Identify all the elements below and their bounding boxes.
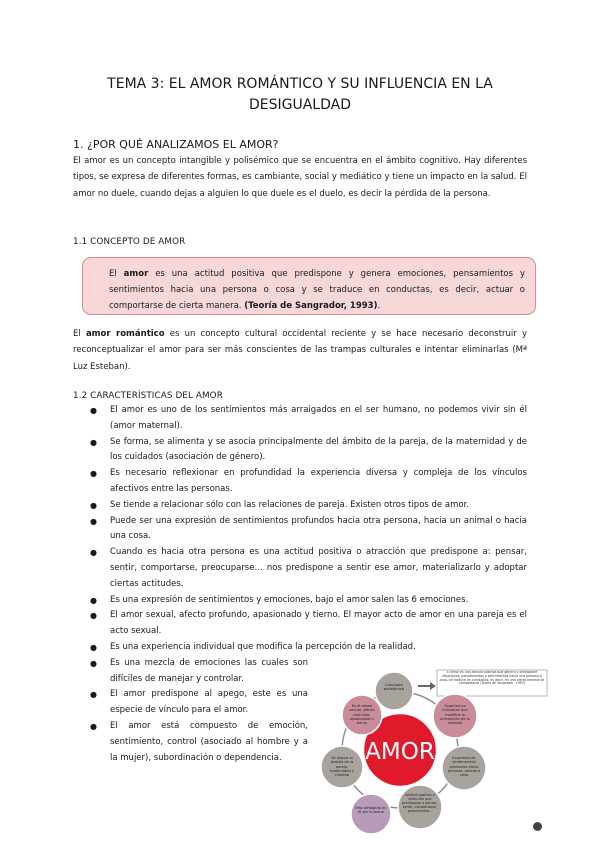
list-item: ● El amor es uno de los sentimientos más arraigados en el ser humano, no podemos vivir sin él (amor maternal). bbox=[90, 405, 527, 431]
bullet-icon: ● bbox=[90, 611, 97, 621]
bullet-icon: ● bbox=[90, 690, 97, 700]
subheading-concepto-de-amor: 1.1 CONCEPTO DE AMOR bbox=[73, 237, 186, 247]
list-item: ● Se forma, se alimenta y se asocia principalmente del ámbito de la pareja, de la maternidad y de los cuidados (asociación de género). bbox=[90, 436, 527, 463]
list-item: ● Es una experiencia individual que modifica la percepción de la realidad. bbox=[90, 640, 527, 656]
diagram-node-experiencia: Experiencia individual que modifica la percepción de la realidad bbox=[433, 694, 477, 738]
romantic-keyword: amor romántico bbox=[85, 329, 165, 339]
list-item: ● Se tiende a relacionar sólo con las relaciones de pareja. Existen otros tipos de amor. bbox=[90, 498, 527, 514]
amor-concept-diagram bbox=[300, 666, 550, 841]
definition-text bbox=[109, 267, 525, 314]
definition-pre: El bbox=[109, 269, 124, 279]
bullet-icon: ● bbox=[90, 437, 97, 447]
bullet-icon: ● bbox=[90, 469, 97, 479]
diagram-node-polisemico: Concepto polisémico bbox=[375, 672, 413, 710]
diagram-note: El amor es una actitud positiva que genera y predispone emociones, pensamientos y sentimientos hacia una persona o cosa, se traduce en conductas, es decir, en una cierta manera de comportarse (Teoría de Sangrador, 1993) bbox=[439, 671, 545, 686]
list-item: ● El amor predispone al apego, este es una especie de vínculo para el amor. bbox=[90, 689, 308, 716]
arrow-icon bbox=[418, 682, 436, 690]
subheading-caracteristicas: 1.2 CARACTERÍSTICAS DEL AMOR bbox=[73, 391, 223, 401]
diagram-node-arraigado: Más arraigado en el ser humano bbox=[351, 794, 391, 834]
definition-end: . bbox=[377, 300, 381, 311]
bullet-icon: ● bbox=[90, 658, 97, 668]
diagram-center-label: AMOR bbox=[365, 739, 435, 765]
diagram-svg bbox=[300, 666, 550, 841]
definition-callout bbox=[82, 257, 536, 315]
definition-keyword: amor bbox=[123, 269, 149, 279]
diagram-node-pareja: Se asocia al ámbito de la pareja, maternidad y cuidado bbox=[321, 746, 363, 788]
romantic-pre: El bbox=[73, 329, 86, 339]
romantic-body: es un concepto cultural occidental reciente y se hace necesario deconstruir y reconceptualizar el amor para ser más conscientes de las trampas culturales e intentar eliminarlas (Mª Luz Esteban). bbox=[73, 329, 527, 372]
diagram-node-deseo: Es el deseo sexual, afecto profundo, apasionado y tierno bbox=[342, 695, 382, 735]
page-title: TEMA 3: EL AMOR ROMÁNTICO Y SU INFLUENCIA EN LA DESIGUALDAD bbox=[107, 76, 493, 113]
list-item: ● El amor sexual, afecto profundo, apasionado y tierno. El mayor acto de amor en una pareja es el acto sexual. bbox=[90, 610, 527, 637]
bullet-icon: ● bbox=[90, 548, 97, 558]
list-item: ● Cuando es hacia otra persona es una actitud positiva o atracción que predispone a: pensar, sentir, comportarse, preocuparse… nos predispone a sentir ese amor, materializarlo y adoptar ciertas actitudes. bbox=[90, 547, 527, 589]
diagram-node-expresion: Expresión de sentimientos profundos hacia persona, animal o cosa bbox=[442, 746, 486, 790]
list-item: ● Puede ser una expresión de sentimientos profundos hacia otra persona, hacia un animal o hacia una cosa. bbox=[90, 515, 527, 542]
bullet-icon: ● bbox=[90, 642, 97, 652]
bullet-icon: ● bbox=[90, 406, 97, 415]
list-item: ● Es una expresión de sentimientos y emociones, bajo el amor salen las 6 emociones. bbox=[90, 593, 527, 609]
section-heading-por-que: 1. ¿POR QUÉ ANALIZAMOS EL AMOR? bbox=[73, 138, 279, 151]
bullet-icon: ● bbox=[90, 500, 97, 510]
bullet-icon: ● bbox=[90, 595, 97, 605]
definition-body: es una actitud positiva que predispone y genera emociones, pensamientos y sentimientos hacia una persona o cosa y se traduce en conductas, es decir, actuar o comportarse de cierta manera. bbox=[109, 269, 525, 311]
romantic-love-paragraph bbox=[73, 326, 527, 375]
definition-citation: (Teoría de Sangrador, 1993) bbox=[244, 300, 378, 311]
list-item: ● Es necesario reflexionar en profundidad la experiencia diversa y compleja de los vínculos afectivos entre las personas. bbox=[90, 468, 527, 494]
intro-paragraph: El amor es un concepto intangible y polisémico que se encuentra en el ámbito cognitivo. Hay diferentes tipos, se expresa de diferentes formas, es cambiante, social y mediático y tiene un impacto en la salud. El amor no duele, cuando dejas a alguien lo que duele es el duelo, es decir la pérdida de la persona. bbox=[73, 156, 527, 199]
list-item: ● Es una mezcla de emociones las cuales son difíciles de manejar y controlar. bbox=[90, 657, 308, 684]
list-item: ● El amor está compuesto de emoción, sentimiento, control (asociado al hombre y a la mujer), subordinación o dependencia. bbox=[90, 720, 308, 763]
page-marker-icon bbox=[533, 822, 542, 831]
diagram-node-actitud: Actitud positiva o atracción que predispone a pensar, sentir, comportarse, preocuparse... bbox=[398, 785, 442, 829]
bullet-icon: ● bbox=[90, 516, 97, 526]
bullet-icon: ● bbox=[90, 721, 97, 731]
